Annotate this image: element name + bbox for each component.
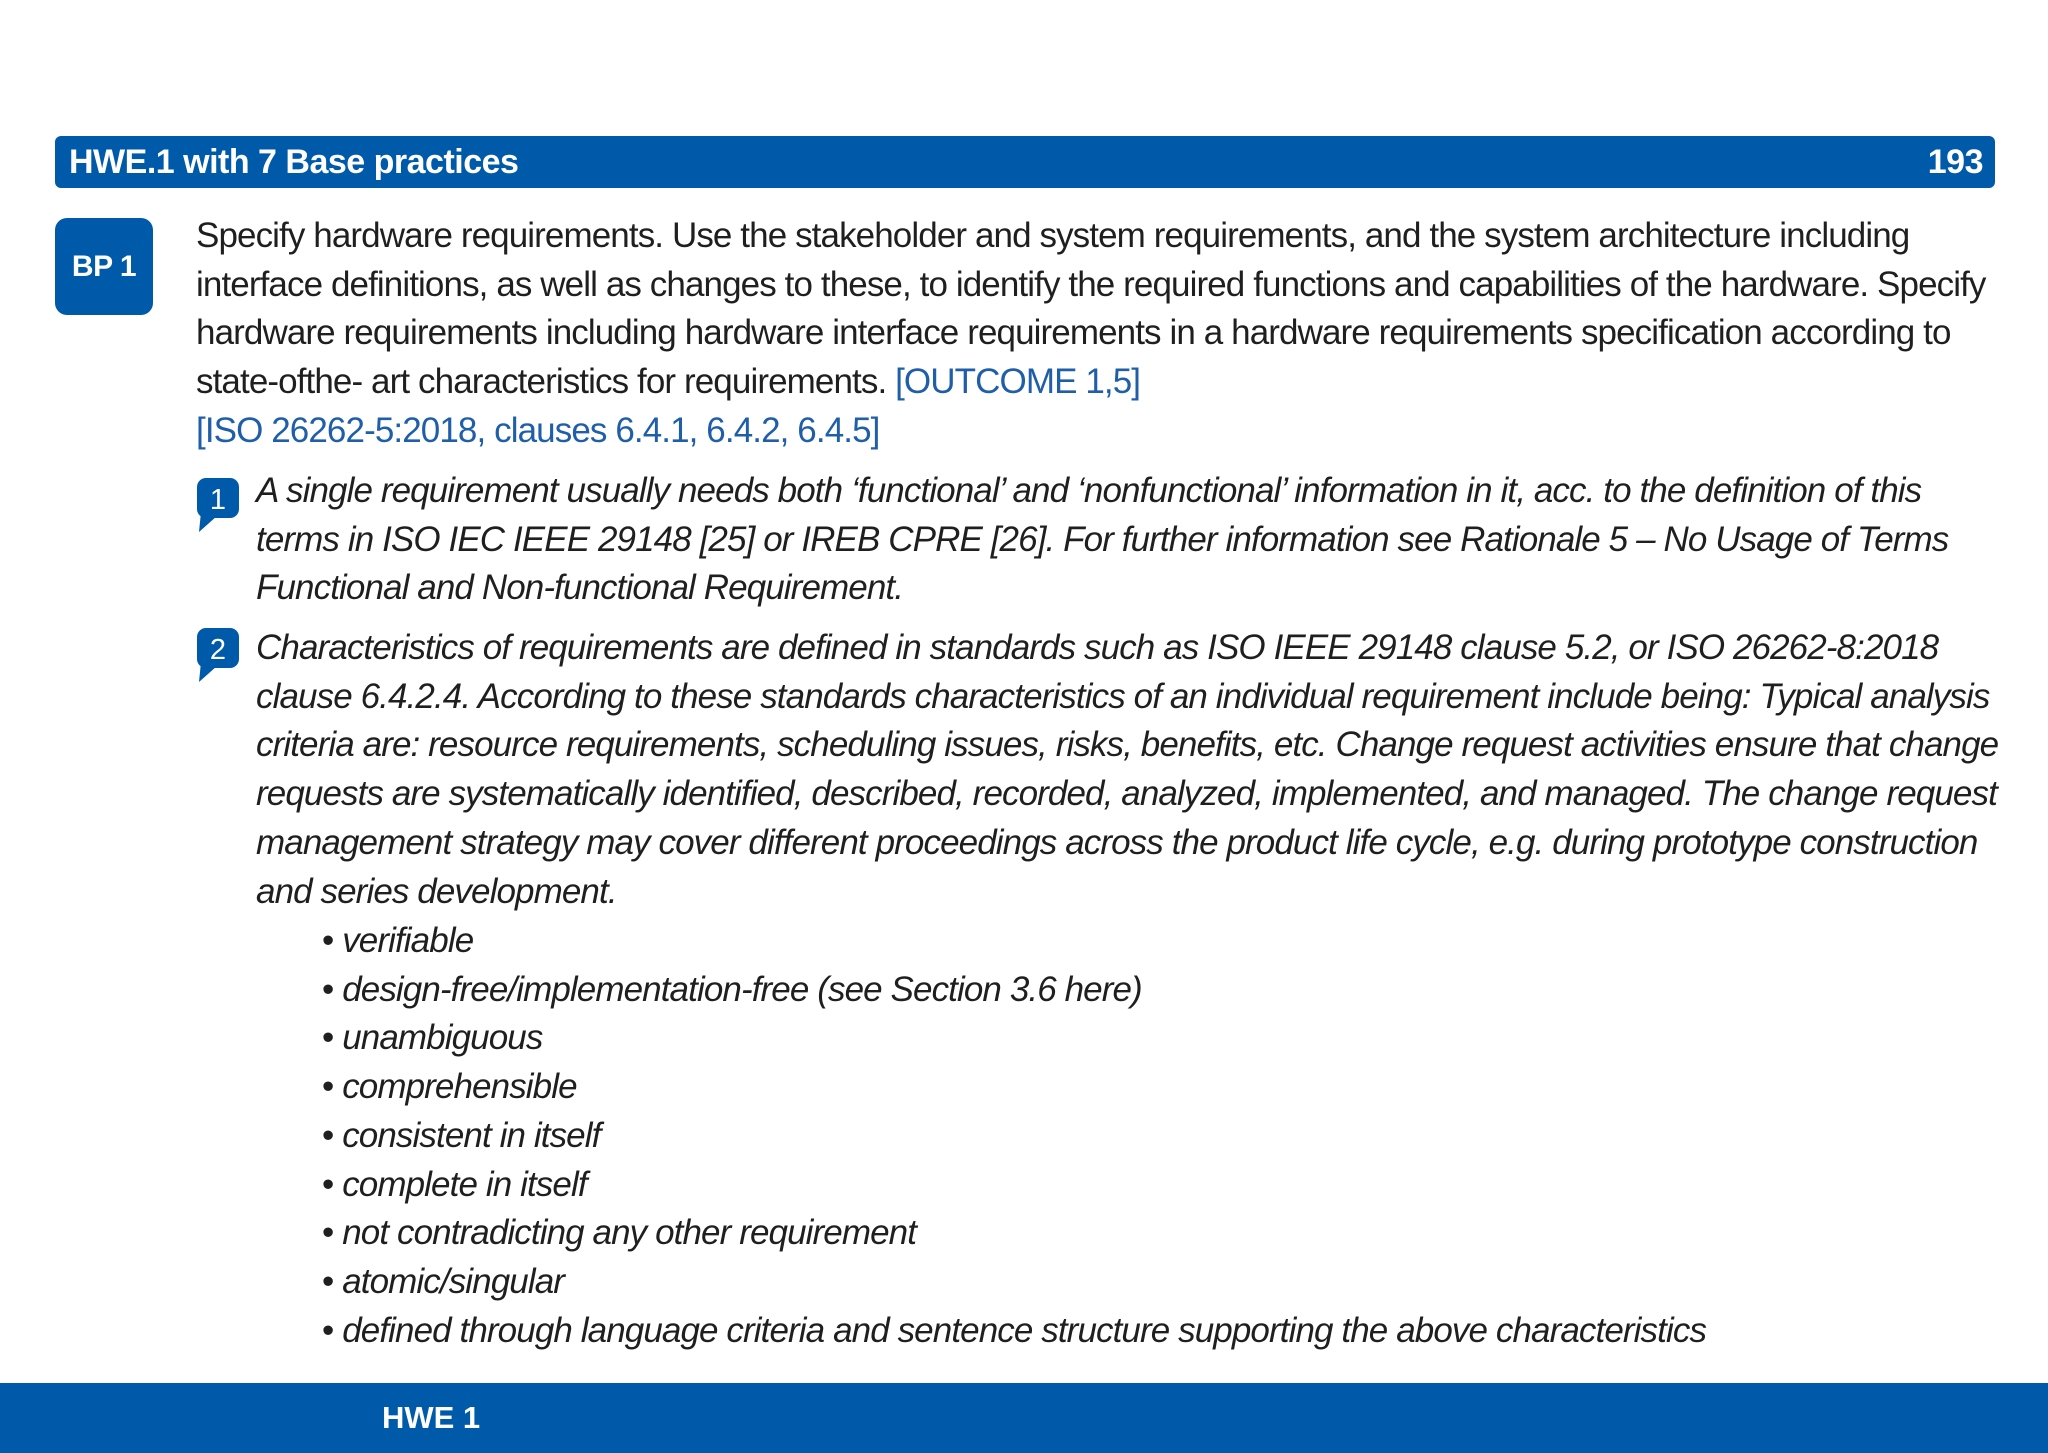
footer-label: HWE 1	[382, 1400, 481, 1435]
base-practice-text	[196, 212, 1996, 456]
list-item: • verifiable	[322, 917, 1706, 966]
list-item: • unambiguous	[322, 1014, 1706, 1063]
base-practice-description: Specify hardware requirements. Use the stakeholder and system requirements, and the system architecture including interface definitions, as well as changes to these, to identify the required functions and capabilities of the hardware. Specify hardware requirements including hardware interface requirements in a hardware requirements specification according to state-ofthe- art characteristics for requirements.	[196, 216, 1986, 402]
note-2-number: 2	[209, 634, 227, 666]
list-item: • atomic/singular	[322, 1258, 1706, 1307]
list-item: • design-free/implementation-free (see Section 3.6 here)	[322, 966, 1706, 1015]
list-item: • complete in itself	[322, 1161, 1706, 1210]
list-item: • not contradicting any other requirement	[322, 1209, 1706, 1258]
outcome-reference: [OUTCOME 1,5]	[895, 362, 1141, 402]
note-1-bubble-icon	[197, 478, 239, 534]
list-item: • defined through language criteria and sentence structure supporting the above characteristics	[322, 1307, 1706, 1356]
section-title: HWE.1 with 7 Base practices	[69, 142, 519, 181]
footer-bar	[0, 1383, 2048, 1453]
note-1-text: A single requirement usually needs both ‘functional’ and ‘nonfunctional’ information in it, acc. to the definition of this terms in ISO IEC IEEE 29148 [25] or IREB CPRE [26]. For further information see Rationale 5 – No Usage of Terms Functional and Non-functional Requirement.	[256, 471, 1949, 608]
iso-reference: [ISO 26262-5:2018, clauses 6.4.1, 6.4.2, 6.4.5]	[196, 410, 880, 450]
list-item: • comprehensible	[322, 1063, 1706, 1112]
list-item: • consistent in itself	[322, 1112, 1706, 1161]
note-2-bubble-icon	[197, 628, 239, 684]
characteristics-list	[322, 917, 1706, 1355]
note-1-number: 1	[209, 484, 227, 516]
note-2-text: Characteristics of requirements are defined in standards such as ISO IEEE 29148 clause 5.2, or ISO 26262-8:2018 clause 6.4.2.4. According to these standards characteristics of an individual requirement include being: Typical analysis criteria are: resource requirements, scheduling issues, risks, benefits, etc. Change request activities ensure that change requests are systematically identified, described, recorded, analyzed, implemented, and managed. The change request management strategy may cover different proceedings across the product life cycle, e.g. during prototype construction and series development.	[256, 628, 1999, 911]
bp-badge: BP 1	[55, 218, 153, 315]
page-number: 193	[1927, 142, 1983, 181]
section-header	[55, 136, 1995, 188]
